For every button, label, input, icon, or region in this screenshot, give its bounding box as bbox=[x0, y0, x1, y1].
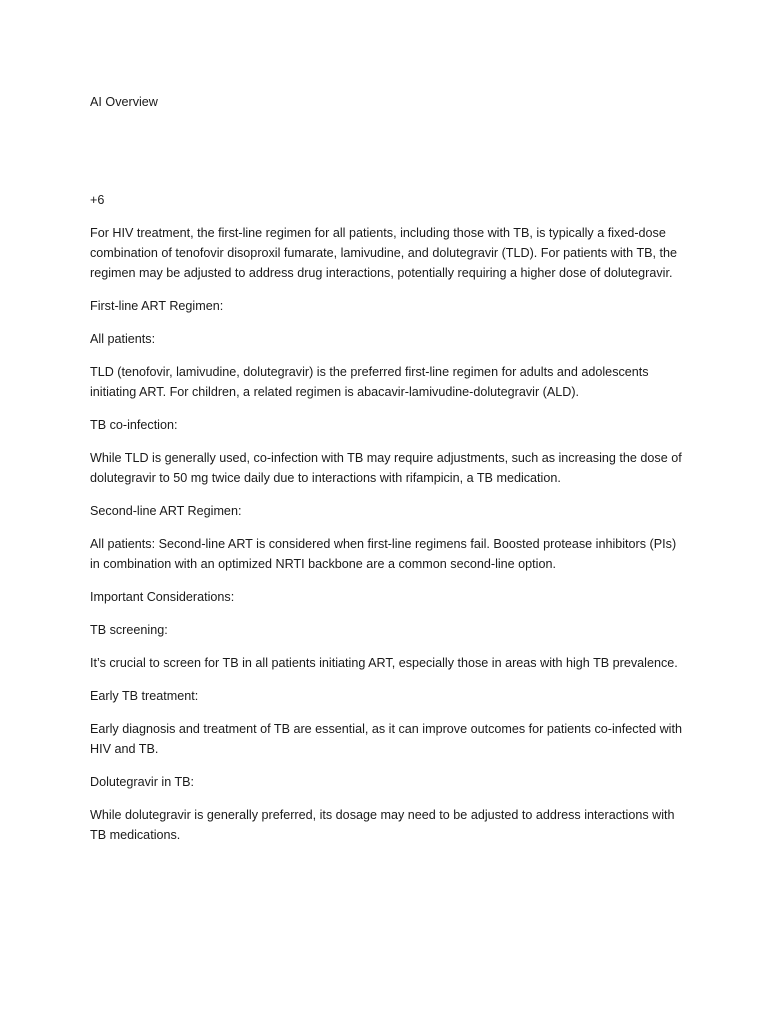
paragraph-dolutegravir-tb: While dolutegravir is generally preferred, its dosage may need to be adjusted to address interactions with TB medications. bbox=[90, 808, 675, 842]
paragraph-second-line: All patients: Second-line ART is considered when first-line regimens fail. Boosted protease inhibitors (PIs) in combination with an optimized NRTI backbone are a common second-line option. bbox=[90, 537, 677, 571]
source-count: +6 bbox=[90, 193, 105, 207]
subheading-dolutegravir-tb: Dolutegravir in TB: bbox=[90, 775, 195, 789]
section-heading-second-line: Second-line ART Regimen: bbox=[90, 504, 242, 518]
subheading-early-tb: Early TB treatment: bbox=[90, 689, 199, 703]
section-heading-considerations: Important Considerations: bbox=[90, 590, 235, 604]
document-title: AI Overview bbox=[90, 95, 158, 109]
document-body bbox=[90, 92, 682, 858]
paragraph-early-tb: Early diagnosis and treatment of TB are essential, as it can improve outcomes for patients co-infected with HIV and TB. bbox=[90, 722, 682, 756]
intro-paragraph: For HIV treatment, the first-line regimen for all patients, including those with TB, is typically a fixed-dose combination of tenofovir disoproxil fumarate, lamivudine, and dolutegravir (TLD). For patients with TB, the regimen may be adjusted to address drug interactions, potentially requiring a higher dose of dolutegravir. bbox=[90, 226, 678, 280]
paragraph-tld: TLD (tenofovir, lamivudine, dolutegravir) is the preferred first-line regimen for adults and adolescents initiating ART. For children, a related regimen is abacavir-lamivudine-dolutegravir (ALD). bbox=[90, 365, 649, 399]
section-heading-first-line: First-line ART Regimen: bbox=[90, 299, 224, 313]
paragraph-tb-coinfection: While TLD is generally used, co-infection with TB may require adjustments, such as increasing the dose of dolutegravir to 50 mg twice daily due to interactions with rifampicin, a TB medication. bbox=[90, 451, 682, 485]
paragraph-tb-screening: It’s crucial to screen for TB in all patients initiating ART, especially those in areas with high TB prevalence. bbox=[90, 656, 678, 670]
subheading-all-patients: All patients: bbox=[90, 332, 156, 346]
subheading-tb-screening: TB screening: bbox=[90, 623, 168, 637]
subheading-tb-coinfection: TB co-infection: bbox=[90, 418, 178, 432]
